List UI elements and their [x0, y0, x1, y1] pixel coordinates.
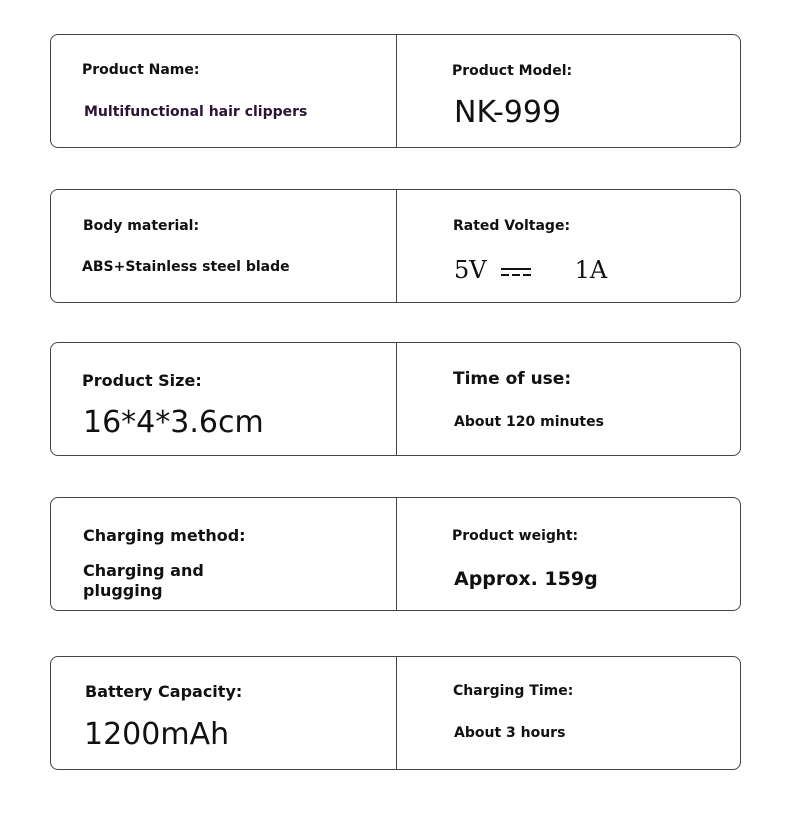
battery-capacity-value: 1200mAh: [84, 717, 230, 752]
spec-cell-product-model: [397, 35, 740, 147]
product-weight-label: Product weight:: [452, 528, 579, 544]
spec-cell-product-size: [51, 343, 396, 455]
spec-card-battery-charging-time: [50, 656, 741, 770]
product-name-value: Multifunctional hair clippers: [84, 104, 308, 120]
rated-voltage-value: [454, 256, 607, 284]
charging-time-value: About 3 hours: [454, 725, 566, 741]
charging-time-label: Charging Time:: [453, 683, 574, 699]
spec-cell-product-name: [51, 35, 396, 147]
spec-cell-charging-method: [51, 498, 396, 610]
product-model-value: NK-999: [454, 95, 562, 130]
product-weight-value: Approx. 159g: [454, 568, 598, 590]
dc-current-icon: [501, 265, 531, 279]
product-size-label: Product Size:: [82, 371, 202, 390]
product-name-label: Product Name:: [82, 62, 200, 78]
spec-card-product-name-model: [50, 34, 741, 148]
current-value: 1A: [574, 256, 608, 284]
charging-method-value: [83, 561, 204, 601]
rated-voltage-label: Rated Voltage:: [453, 218, 571, 234]
product-model-label: Product Model:: [452, 63, 573, 79]
time-of-use-value: About 120 minutes: [454, 414, 604, 430]
battery-capacity-label: Battery Capacity:: [85, 682, 243, 701]
time-of-use-label: Time of use:: [453, 369, 572, 389]
spec-card-size-time: [50, 342, 741, 456]
voltage-value: 5V: [454, 256, 487, 284]
spec-cell-time-of-use: [397, 343, 740, 455]
spec-card-charging-weight: [50, 497, 741, 611]
spec-cell-rated-voltage: [397, 190, 740, 302]
product-size-value: 16*4*3.6cm: [83, 405, 264, 440]
body-material-label: Body material:: [83, 218, 200, 234]
spec-cell-charging-time: [397, 657, 740, 769]
spec-cell-body-material: [51, 190, 396, 302]
charging-method-line-1: Charging and: [83, 561, 204, 580]
charging-method-label: Charging method:: [83, 526, 246, 545]
spec-cell-battery-capacity: [51, 657, 396, 769]
charging-method-line-2: plugging: [83, 581, 163, 600]
body-material-value: ABS+Stainless steel blade: [82, 259, 290, 275]
spec-cell-product-weight: [397, 498, 740, 610]
spec-card-material-voltage: [50, 189, 741, 303]
